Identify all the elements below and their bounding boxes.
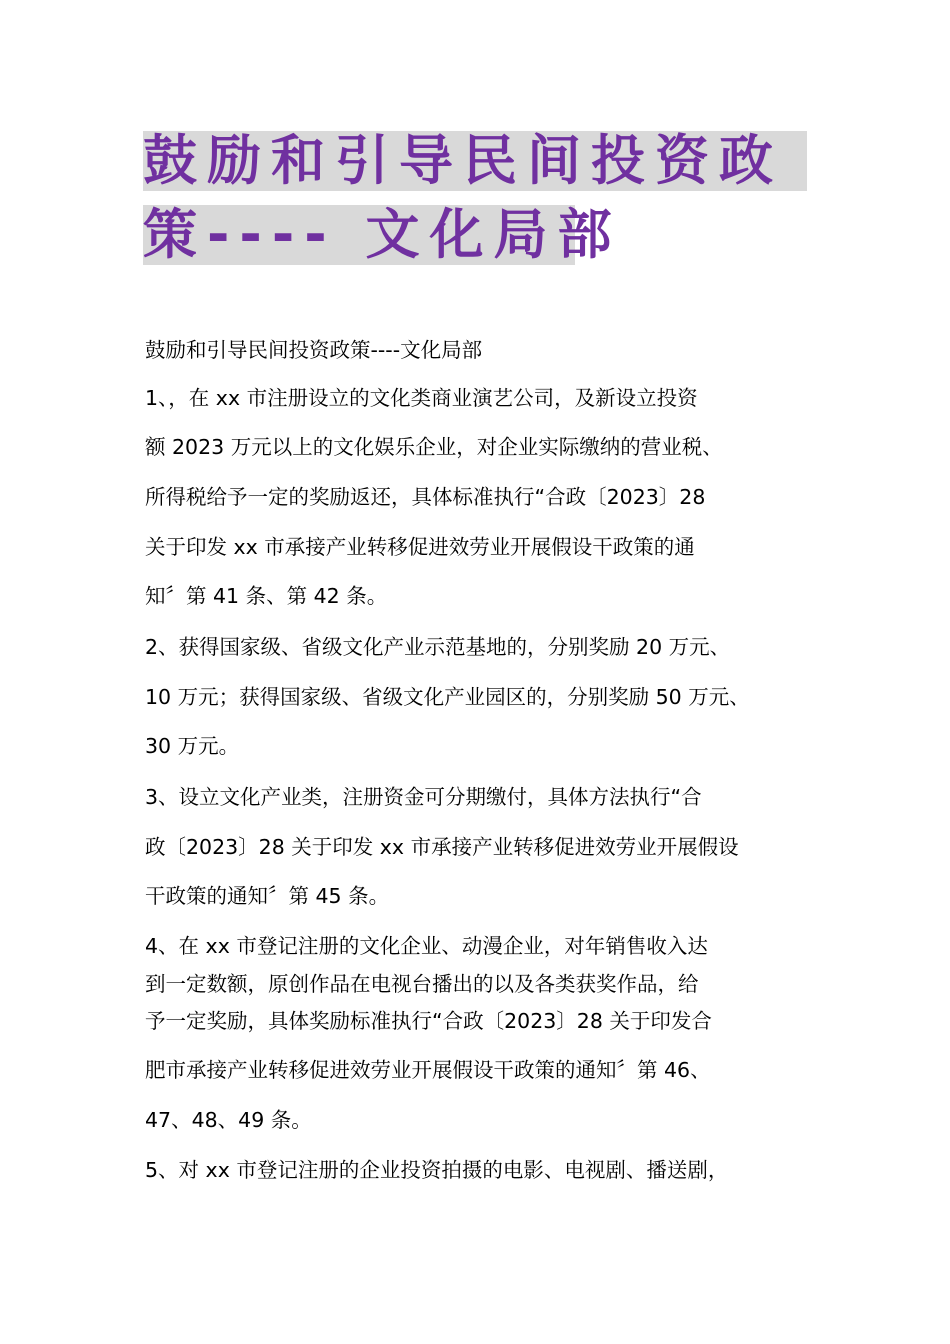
body-line-7: 10 万元；获得国家级、省级文化产业园区的，分别奖励 50 万元、 [145, 685, 750, 709]
body-line-2: 额 2023 万元以上的文化娱乐企业，对企业实际缴纳的营业税、 [145, 435, 723, 459]
body-line-10: 政〔2023〕28 关于印发 xx 市承接产业转移促进效劳业开展假设 [145, 835, 739, 859]
document-title-line-1: 鼓励和引导民间投资政 [143, 131, 807, 191]
body-line-6: 2、获得国家级、省级文化产业示范基地的，分别奖励 20 万元、 [145, 635, 731, 659]
body-line-3: 所得税给予一定的奖励返还，具体标准执行“合政〔2023〕28 [145, 485, 706, 509]
body-line-5: 知〞第 41 条、第 42 条。 [145, 584, 388, 608]
body-line-16: 47、48、49 条。 [145, 1108, 312, 1132]
body-line-15: 肥市承接产业转移促进效劳业开展假设干政策的通知〞第 46、 [145, 1058, 711, 1082]
body-line-13: 到一定数额，原创作品在电视台播出的以及各类获奖作品，给 [145, 972, 699, 996]
body-line-12: 4、在 xx 市登记注册的文化企业、动漫企业，对年销售收入达 [145, 934, 708, 958]
body-line-4: 关于印发 xx 市承接产业转移促进效劳业开展假设干政策的通 [145, 535, 695, 559]
body-line-11: 干政策的通知〞第 45 条。 [145, 884, 390, 908]
document-subtitle: 鼓励和引导民间投资政策----文化局部 [145, 338, 483, 362]
document-title-line-2: 策---- 文化局部 [143, 203, 622, 266]
body-line-14: 予一定奖励，具体奖励标准执行“合政〔2023〕28 关于印发合 [145, 1009, 712, 1033]
body-line-1: 1、，在 xx 市注册设立的文化类商业演艺公司，及新设立投资 [145, 386, 698, 410]
body-line-9: 3、设立文化产业类，注册资金可分期缴付，具体方法执行“合 [145, 785, 702, 809]
body-line-17: 5、对 xx 市登记注册的企业投资拍摄的电影、电视剧、播送剧， [145, 1158, 729, 1182]
body-line-8: 30 万元。 [145, 734, 240, 758]
